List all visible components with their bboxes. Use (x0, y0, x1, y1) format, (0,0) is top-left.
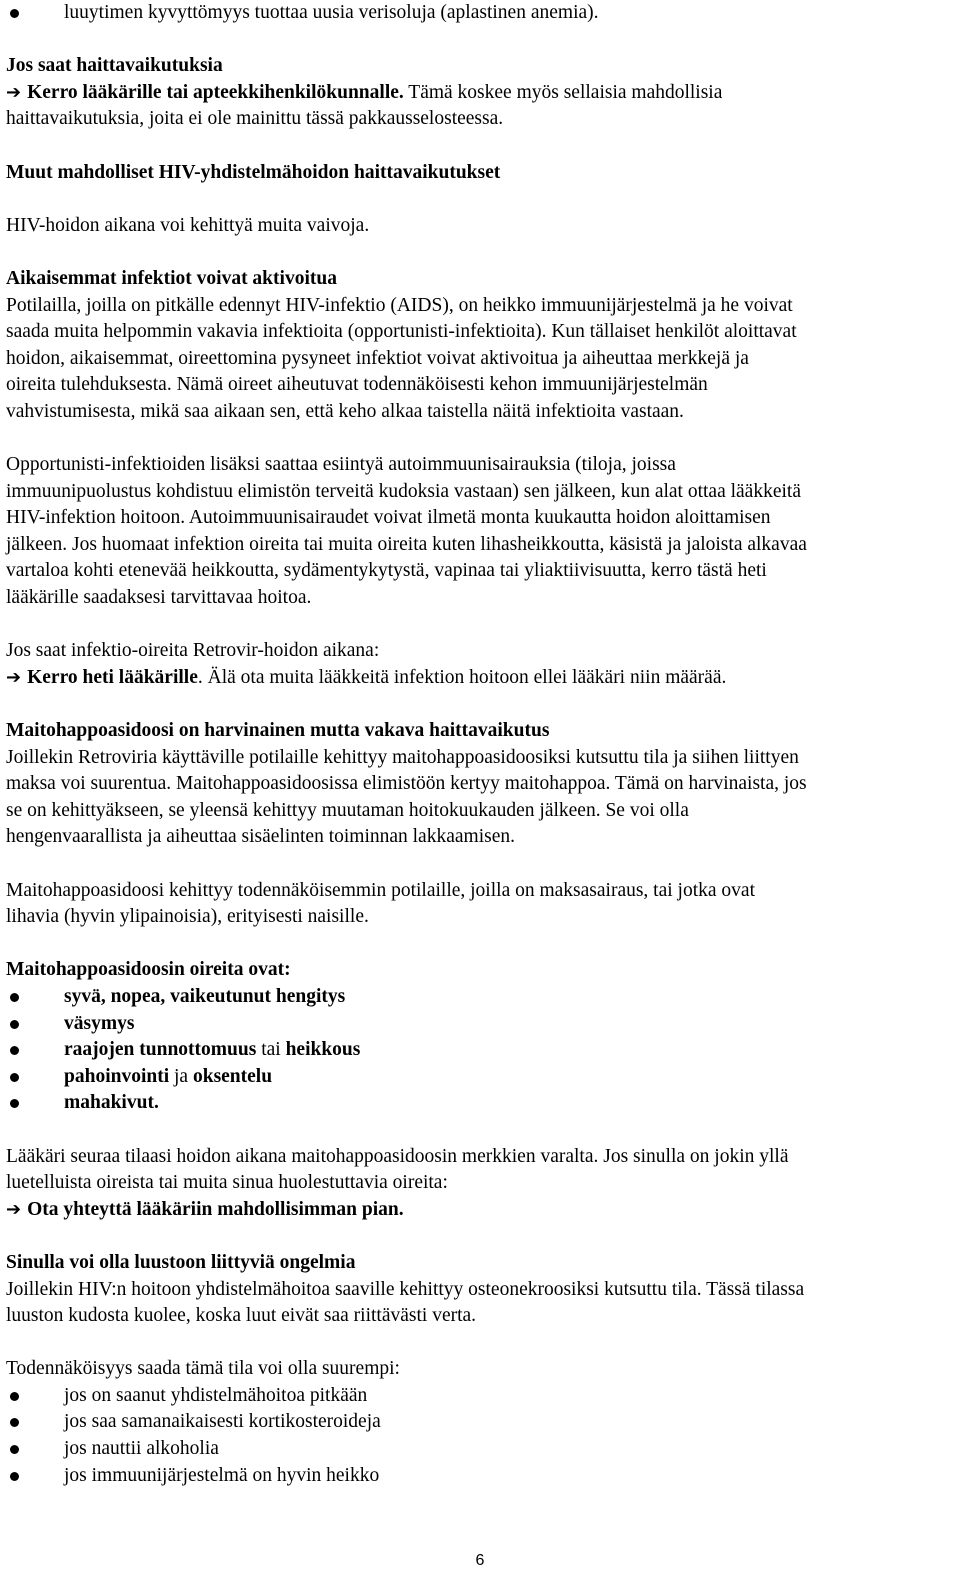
bullet-icon (10, 1418, 19, 1427)
list-item-text: oksentelu (192, 1065, 273, 1087)
body-line: lihavia (hyvin ylipainoisia), erityisesti naisille. (6, 906, 369, 928)
arrow-right-icon: ➔ (6, 666, 22, 688)
body-text: Todennäköisyys saada tämä tila voi olla suurempi: (6, 1358, 400, 1380)
section-heading: Sinulla voi olla luustoon liittyviä ongelmia (6, 1251, 356, 1273)
body-line: hoidon, aikaisemmat, oireettomina pysyneet infektiot voivat aktivoitua ja aiheuttaa merkkejä ja (6, 347, 749, 369)
body-line: Joillekin Retroviria käyttäville potilaille kehittyy maitohappoasidoosiksi kutsuttu tila ja siihen liittyen (6, 746, 799, 768)
body-line: Lääkäri seuraa tilaasi hoidon aikana maitohappoasidoosin merkkien varalta. Jos sinulla on jokin yllä (6, 1145, 789, 1167)
emphasis-text: Ota yhteyttä lääkäriin mahdollisimman pian. (27, 1198, 404, 1220)
body-line: maksa voi suurentua. Maitohappoasidoosissa elimistöön kertyy maitohappoa. Tämä on harvinaista, jos (6, 773, 807, 795)
list-item (6, 1090, 954, 1117)
body-line: oireita tulehduksesta. Nämä oireet aiheutuvat todennäköisesti kehon immuunijärjestelmän (6, 374, 708, 396)
body-line: luetelluista oireista tai muita sinua huolestuttavia oireita: (6, 1172, 448, 1194)
bullet-icon (10, 993, 19, 1002)
arrow-line (6, 665, 954, 692)
body-line: HIV-infektion hoitoon. Autoimmuunisairaudet voivat ilmetä monta kuukautta hoidon aloittamisen (6, 507, 771, 529)
list-item-text: luuytimen kyvyttömyys tuottaa uusia verisoluja (aplastinen anemia). (64, 2, 599, 23)
arrow-line (6, 1197, 954, 1224)
list-item (6, 984, 954, 1011)
section-heading: Muut mahdolliset HIV-yhdistelmähoidon haittavaikutukset (6, 161, 501, 183)
body-line: Joillekin HIV:n hoitoon yhdistelmähoitoa saaville kehittyy osteonekroosiksi kutsuttu tila. Tässä tilassa (6, 1278, 805, 1300)
body-line: hengenvaarallista ja aiheuttaa sisäelinten toiminnan lakkaamisen. (6, 826, 515, 848)
document-page (6, 0, 954, 1489)
list-item (6, 1463, 954, 1490)
section-heading: Maitohappoasidoosi on harvinainen mutta vakava haittavaikutus (6, 720, 550, 742)
list-item-text: heikkous (285, 1039, 361, 1061)
body-line: luuston kudosta kuolee, koska luut eivät saa riittävästi verta. (6, 1305, 477, 1327)
emphasis-text: Kerro heti lääkärille (27, 666, 198, 688)
list-item-text: syvä, nopea, vaikeutunut hengitys (64, 985, 346, 1007)
bullet-icon (10, 1099, 19, 1108)
list-item (6, 1383, 954, 1410)
list-item (6, 1037, 954, 1064)
bullet-icon (10, 1392, 19, 1401)
body-line: Potilailla, joilla on pitkälle edennyt HIV-infektio (AIDS), on heikko immuunijärjestelmä ja he voivat (6, 294, 793, 316)
list-item (6, 1064, 954, 1091)
list-item-text: jos immuunijärjestelmä on hyvin heikko (64, 1464, 380, 1486)
body-text: Jos saat infektio-oireita Retrovir-hoidon aikana: (6, 640, 380, 662)
bullet-icon (10, 1046, 19, 1055)
arrow-right-icon: ➔ (6, 81, 22, 103)
list-item (6, 1409, 954, 1436)
body-text: . Älä ota muita lääkkeitä infektion hoitoon ellei lääkäri niin määrää. (197, 666, 727, 688)
list-item (6, 1011, 954, 1038)
arrow-line (6, 80, 954, 107)
list-item (6, 1436, 954, 1463)
section-heading: Maitohappoasidoosin oireita ovat: (6, 959, 291, 981)
bullet-icon (10, 1020, 19, 1029)
body-line: immuunipuolustus kohdistuu elimistön terveitä kudoksia vastaan) sen jälkeen, kun alat ottaa lääkkeitä (6, 480, 801, 502)
list-item-text: jos nauttii alkoholia (64, 1438, 219, 1460)
emphasis-text: Kerro lääkärille tai apteekkihenkilökunnalle. (27, 81, 404, 103)
section-heading: Jos saat haittavaikutuksia (6, 55, 223, 77)
body-line: lääkärille saadaksesi tarvittavaa hoitoa. (6, 587, 312, 609)
page-number: 6 (475, 1552, 485, 1569)
list-item-text: mahakivut. (64, 1092, 159, 1114)
body-line: se on kehittyäkseen, se yleensä kehittyy muutaman hoitokuukauden jälkeen. Se voi olla (6, 799, 689, 821)
bullet-icon (10, 9, 19, 18)
list-item (6, 0, 954, 27)
list-item-text: jos on saanut yhdistelmähoitoa pitkään (64, 1384, 368, 1406)
body-text: Tämä koskee myös sellaisia mahdollisia (403, 81, 723, 103)
body-line: Maitohappoasidoosi kehittyy todennäköisemmin potilaille, joilla on maksasairaus, tai jotka ovat (6, 879, 755, 901)
body-line: jälkeen. Jos huomaat infektion oireita tai muita oireita kuten lihasheikkoutta, käsistä ja jaloista alkavaa (6, 533, 807, 555)
bullet-icon (10, 1073, 19, 1082)
list-item-text: tai (256, 1039, 286, 1061)
bullet-icon (10, 1472, 19, 1481)
body-line: vahvistumisesta, mikä saa aikaan sen, että keho alkaa taistella näitä infektioita vastaan. (6, 400, 684, 422)
list-item-text: raajojen tunnottomuus (64, 1039, 257, 1061)
arrow-right-icon: ➔ (6, 1198, 22, 1220)
list-item-text: jos saa samanaikaisesti kortikosteroideja (64, 1411, 381, 1433)
body-line: vartaloa kohti etenevää heikkoutta, sydämentykytystä, vapinaa tai yliaktiivisuutta, kerro tästä heti (6, 560, 767, 582)
list-item-text: ja (169, 1065, 193, 1087)
list-item-text: väsymys (64, 1012, 135, 1034)
body-line: saada muita helpommin vakavia infektioita (opportunisti-infektioita). Kun tällaiset henkilöt aloittavat (6, 321, 797, 343)
list-item-text: pahoinvointi (64, 1065, 170, 1087)
section-heading: Aikaisemmat infektiot voivat aktivoitua (6, 267, 337, 289)
bullet-icon (10, 1445, 19, 1454)
body-text: haittavaikutuksia, joita ei ole mainittu tässä pakkausselosteessa. (6, 108, 504, 130)
body-line: Opportunisti-infektioiden lisäksi saattaa esiintyä autoimmuunisairauksia (tiloja, joissa (6, 454, 676, 476)
body-text: HIV-hoidon aikana voi kehittyä muita vaivoja. (6, 214, 370, 236)
